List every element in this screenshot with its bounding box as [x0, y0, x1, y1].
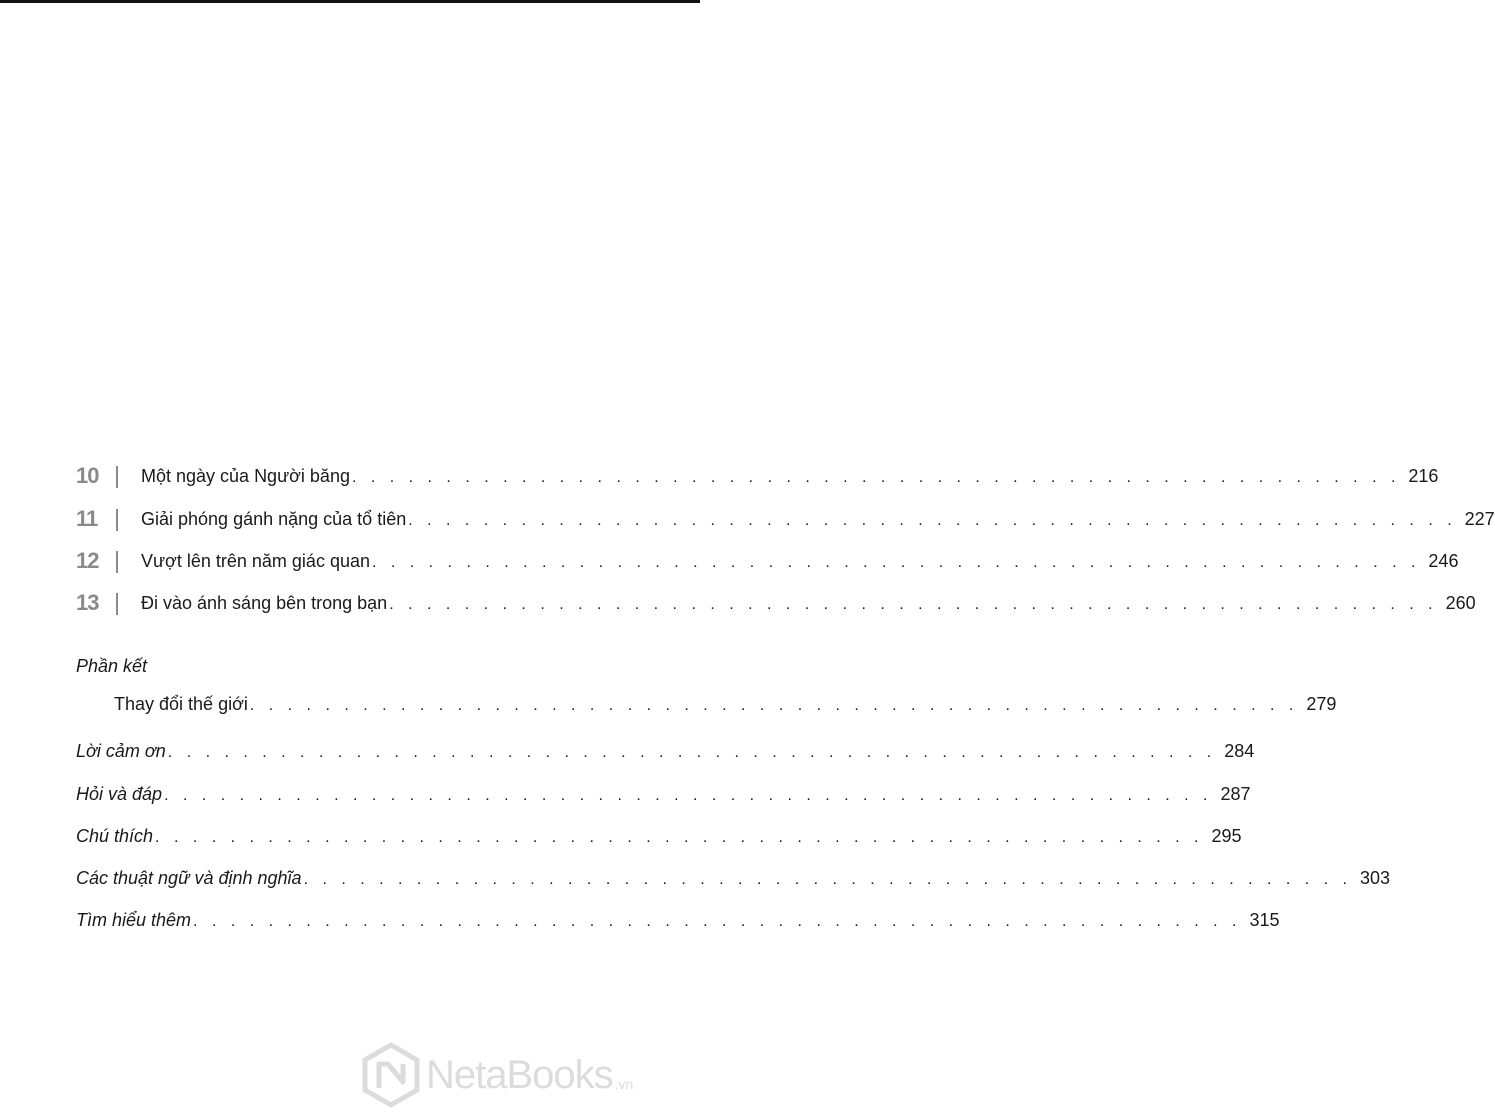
entry-title: Hỏi và đáp: [76, 783, 163, 804]
dot-leader: . . . . . . . . . . . . . . . . . . . . . . . . . . . . . . . . . . . . . . . . . . . . . . . . . . . . . . . .: [193, 912, 1242, 930]
toc-row[interactable]: [0, 862, 1391, 894]
toc-entry: [141, 460, 1439, 492]
toc-entry: [141, 545, 1459, 577]
toc-entry: [76, 862, 1391, 894]
toc-entry: [76, 820, 1242, 852]
chapter-title: Giải phóng gánh nặng của tổ tiên: [141, 508, 407, 529]
dot-leader: . . . . . . . . . . . . . . . . . . . . . . . . . . . . . . . . . . . . . . . . . . . . . . . . . . . . . . . .: [389, 595, 1438, 613]
dot-leader: . . . . . . . . . . . . . . . . . . . . . . . . . . . . . . . . . . . . . . . . . . . . . . . . . . . . . . . .: [167, 743, 1217, 761]
watermark: [360, 1040, 690, 1110]
chapter-divider: [116, 509, 118, 531]
page-number: 260: [1445, 592, 1476, 613]
toc-row[interactable]: [0, 688, 1337, 720]
toc-row[interactable]: [0, 904, 1280, 936]
chapter-number: 12: [76, 548, 99, 573]
chapter-title: Một ngày của Người băng: [141, 465, 350, 486]
page-number: 287: [1220, 783, 1251, 804]
section-heading: Phần kết: [76, 656, 148, 676]
page-number: 216: [1408, 465, 1439, 486]
page-number: 246: [1428, 550, 1459, 571]
chapter-title: Vượt lên trên năm giác quan: [141, 550, 370, 571]
dot-leader: . . . . . . . . . . . . . . . . . . . . . . . . . . . . . . . . . . . . . . . . . . . . . . . . . . . . . . . .: [408, 511, 1457, 529]
chapter-divider: [116, 551, 118, 573]
chapter-number: 13: [76, 590, 99, 615]
dot-leader: . . . . . . . . . . . . . . . . . . . . . . . . . . . . . . . . . . . . . . . . . . . . . . . . . . . . . . . .: [249, 696, 1299, 714]
toc-chapter-row[interactable]: [0, 503, 1495, 535]
entry-title: Lời cảm ơn: [76, 740, 166, 761]
toc-entry: [76, 735, 1255, 767]
chapter-number: 10: [76, 463, 99, 488]
entry-title: Các thuật ngữ và định nghĩa: [76, 867, 302, 888]
entry-title: Thay đổi thế giới: [114, 693, 248, 714]
chapter-title: Đi vào ánh sáng bên trong bạn: [141, 592, 388, 613]
entry-title: Chú thích: [76, 825, 154, 846]
dot-leader: . . . . . . . . . . . . . . . . . . . . . . . . . . . . . . . . . . . . . . . . . . . . . . . . . . . . . . . .: [351, 468, 1401, 486]
toc-entry: [76, 904, 1280, 936]
dot-leader: . . . . . . . . . . . . . . . . . . . . . . . . . . . . . . . . . . . . . . . . . . . . . . . . . . . . . . . .: [164, 786, 1213, 804]
toc-row[interactable]: [0, 820, 1242, 852]
toc-entry: [141, 587, 1476, 619]
page-number: 284: [1224, 740, 1255, 761]
page-number: 315: [1249, 909, 1280, 930]
chapter-divider: [116, 466, 118, 488]
dot-leader: . . . . . . . . . . . . . . . . . . . . . . . . . . . . . . . . . . . . . . . . . . . . . . . . . . . . . . . .: [155, 828, 1204, 846]
dot-leader: . . . . . . . . . . . . . . . . . . . . . . . . . . . . . . . . . . . . . . . . . . . . . . . . . . . . . . . .: [303, 870, 1352, 888]
toc-chapter-row[interactable]: [0, 460, 1439, 492]
chapter-number: 11: [76, 506, 98, 531]
page-number: 303: [1360, 867, 1391, 888]
dot-leader: . . . . . . . . . . . . . . . . . . . . . . . . . . . . . . . . . . . . . . . . . . . . . . . . . . . . . . . .: [371, 553, 1421, 571]
toc-row[interactable]: [0, 735, 1255, 767]
netabooks-logo-icon: [360, 1042, 422, 1108]
watermark-suffix: .vn: [614, 1076, 634, 1092]
toc-entry: [141, 503, 1495, 535]
page-number: 295: [1211, 825, 1242, 846]
entry-title: Tìm hiểu thêm: [76, 909, 192, 930]
toc-entry: [114, 688, 1337, 720]
toc-chapter-row[interactable]: [0, 587, 1476, 619]
page-number: 279: [1306, 693, 1337, 714]
toc-chapter-row[interactable]: [0, 545, 1459, 577]
toc-row[interactable]: [0, 778, 1251, 810]
chapter-divider: [116, 593, 118, 615]
page-number: 227: [1464, 508, 1495, 529]
watermark-brand: NetaBooks: [426, 1052, 613, 1097]
toc-entry: [76, 778, 1251, 810]
